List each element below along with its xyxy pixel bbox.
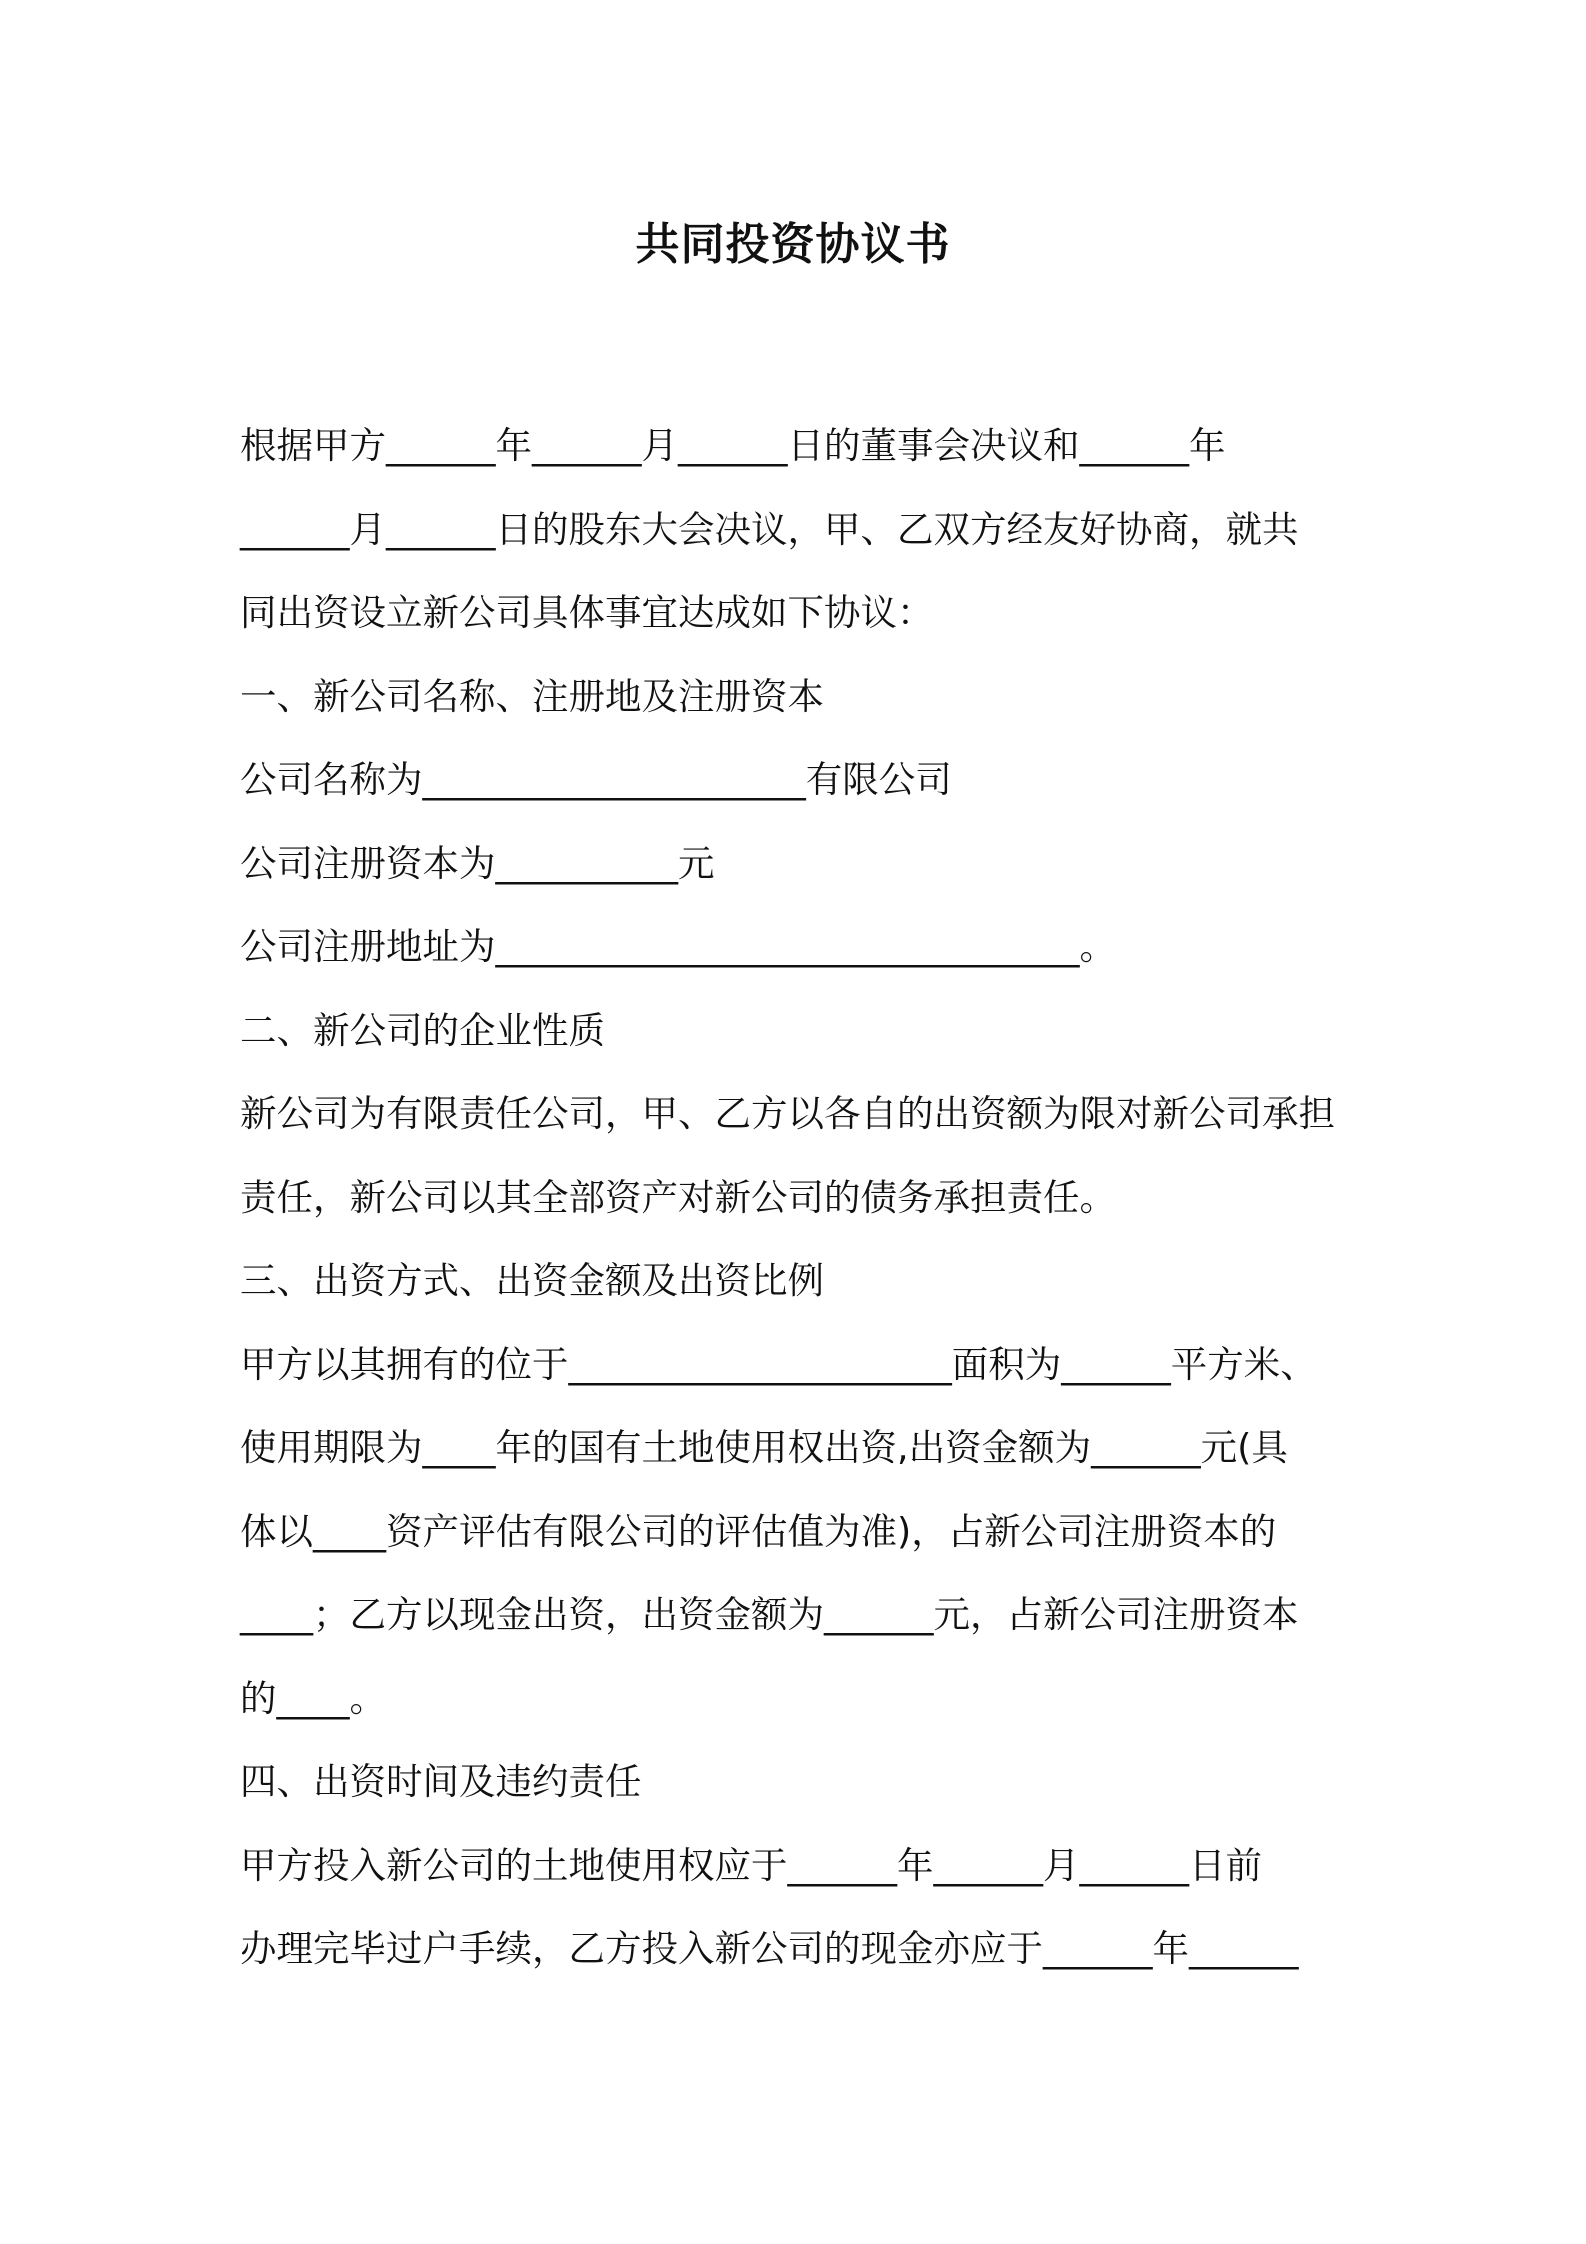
body-line-contribution-4: ____；乙方以现金出资，出资金额为______元，占新公司注册资本 (240, 1593, 1299, 1636)
document-title: 共同投资协议书 (635, 219, 951, 270)
body-line-nature-1: 新公司为有限责任公司，甲、乙方以各自的出资额为限对新公司承担 (240, 1092, 1335, 1135)
body-line-preamble-2: ______月______日的股东大会决议，甲、乙双方经友好协商，就共 (240, 507, 1299, 551)
body-line-timing-2: 办理完毕过户手续，乙方投入新公司的现金亦应于______年______ (240, 1927, 1299, 1970)
body-line-contribution-1: 甲方以其拥有的位于_____________________面积为______平方米、 (240, 1342, 1317, 1386)
section-heading-3: 三、出资方式、出资金额及出资比例 (240, 1259, 824, 1302)
body-line-timing-1: 甲方投入新公司的土地使用权应于______年______月______日前 (240, 1843, 1262, 1887)
body-line-preamble-3: 同出资设立新公司具体事宜达成如下协议： (240, 591, 934, 634)
section-heading-2: 二、新公司的企业性质 (240, 1008, 605, 1052)
body-line-contribution-5: 的____。 (240, 1676, 386, 1720)
document-body (240, 404, 1400, 1991)
body-line-contribution-2: 使用期限为____年的国有土地使用权出资,出资金额为______元(具 (240, 1426, 1288, 1469)
registered-capital-line: 公司注册资本为__________元 (240, 841, 715, 885)
body-line-contribution-3: 体以____资产评估有限公司的评估值为准)，占新公司注册资本的 (240, 1509, 1277, 1553)
section-heading-4: 四、出资时间及违约责任 (240, 1760, 642, 1803)
body-line-preamble-1: 根据甲方______年______月______日的董事会决议和______年 (240, 424, 1226, 467)
section-heading-1: 一、新公司名称、注册地及注册资本 (240, 674, 824, 718)
body-line-nature-2: 责任，新公司以其全部资产对新公司的债务承担责任。 (240, 1175, 1116, 1219)
company-name-line: 公司名称为_____________________有限公司 (240, 758, 952, 801)
registered-address-line: 公司注册地址为________________________________。 (240, 925, 1116, 968)
